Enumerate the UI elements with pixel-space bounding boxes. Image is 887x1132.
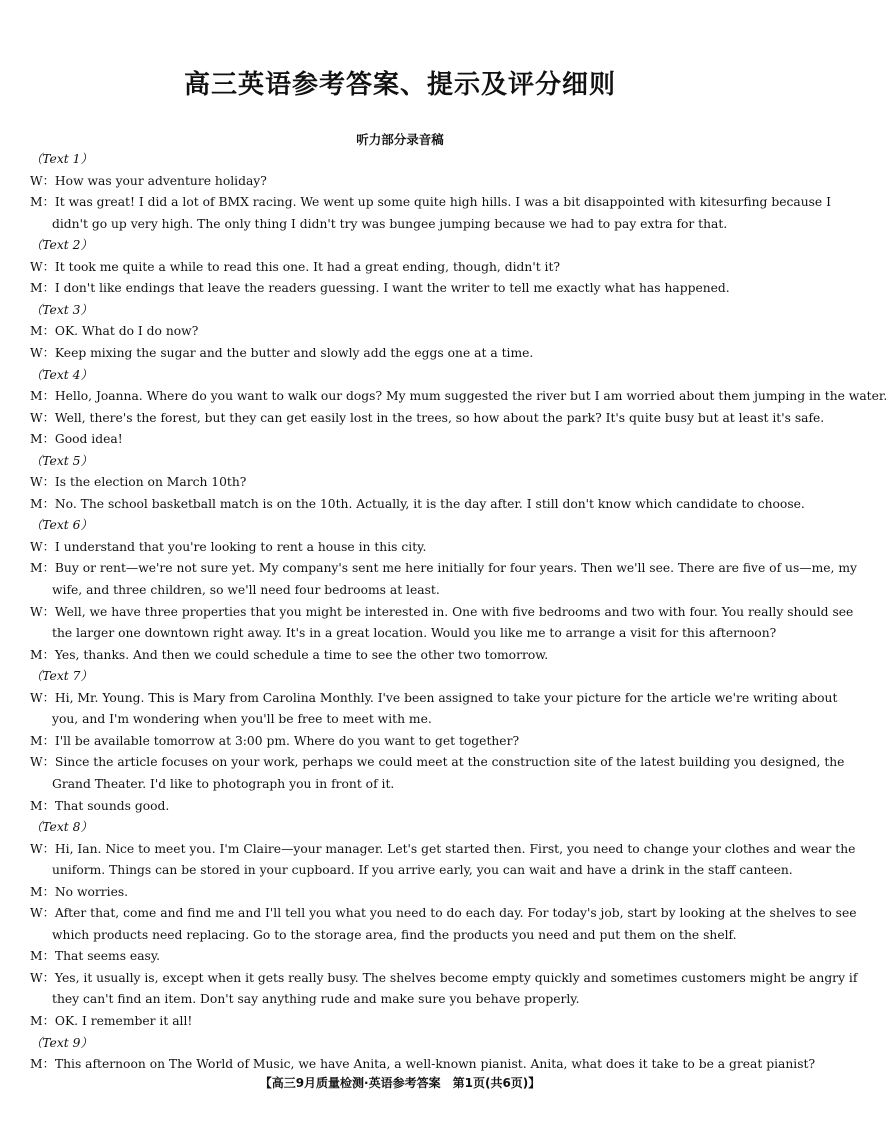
dialogue-continuation-line: didn't go up very high. The only thing I didn't try was bungee jumping because we had to pay extra for that. [52,216,728,231]
dialogue-line: W：Hi, Ian. Nice to meet you. I'm Claire—your manager. Let's get started then. First, you need to change your clothes and wear the [30,841,856,856]
dialogue-line: M：No. The school basketball match is on the 10th. Actually, it is the day after. I still don't know which candidate to choose. [30,496,805,511]
text-number-heading: （Text 6） [30,518,93,533]
text-number-heading: （Text 2） [30,238,93,253]
text-number-heading: （Text 7） [30,669,93,684]
dialogue-line: M：I don't like endings that leave the readers guessing. I want the writer to tell me exactly what has happened. [30,281,730,296]
dialogue-line: M：OK. I remember it all! [30,1014,193,1028]
dialogue-line: M：This afternoon on The World of Music, we have Anita, a well-known pianist. Anita, what does it take to be a great pianist? [30,1057,816,1072]
dialogue-line: M：I'll be available tomorrow at 3:00 pm. Where do you want to get together? [30,733,520,748]
section-heading: 听力部分录音稿 [356,132,444,147]
dialogue-line: W：Well, we have three properties that you might be interested in. One with five bedrooms and two with four. You really should see [30,604,854,619]
dialogue-line: W：Hi, Mr. Young. This is Mary from Carolina Monthly. I've been assigned to take your picture for the article we're writing about [30,690,838,705]
dialogue-line: M：OK. What do I do now? [30,324,199,339]
page-title: 高三英语参考答案、提示及评分细则 [183,70,616,100]
text-number-heading: （Text 1） [30,152,93,166]
dialogue-line: M：That seems easy. [30,949,161,964]
dialogue-line: W：Keep mixing the sugar and the butter and slowly add the eggs one at a time. [30,345,534,360]
dialogue-line: W：After that, come and find me and I'll tell you what you need to do each day. For today's job, start by looking at the shelves to see [30,906,857,921]
dialogue-line: W：How was your adventure holiday? [30,173,267,188]
dialogue-line: M：Good idea! [30,432,123,447]
text-number-heading: （Text 3） [30,302,93,317]
text-number-heading: （Text 8） [30,820,93,835]
dialogue-line: W：Since the article focuses on your work, perhaps we could meet at the construction site of the latest building you designed, the [30,755,845,770]
text-number-heading: （Text 4） [30,367,93,382]
dialogue-continuation-line: they can't find an item. Don't say anything rude and make sure you behave properly. [52,992,580,1007]
dialogue-line: W：I understand that you're looking to rent a house in this city. [30,539,427,554]
dialogue-line: M：Hello, Joanna. Where do you want to walk our dogs? My mum suggested the river but I am worried about them jumping in the water. [30,389,887,404]
dialogue-continuation-line: wife, and three children, so we'll need four bedrooms at least. [52,583,440,597]
dialogue-continuation-line: Grand Theater. I'd like to photograph you in front of it. [52,776,395,791]
text-number-heading: （Text 5） [30,453,93,468]
dialogue-line: M：Yes, thanks. And then we could schedule a time to see the other two tomorrow. [30,647,549,662]
dialogue-continuation-line: the larger one downtown right away. It's in a great location. Would you like me to arrange a visit for this afternoon? [52,626,777,641]
dialogue-line: M：No worries. [30,884,129,899]
page-footer: 【高三9月质量检测·英语参考答案 第1页(共6页)】 [259,1076,541,1090]
dialogue-line: W：Well, there's the forest, but they can get easily lost in the trees, so how about the park? It's quite busy but at least it's safe. [30,410,825,425]
dialogue-line: M：Buy or rent—we're not sure yet. My company's sent me here initially for four years. Then we'll see. There are five of us—me, my [30,561,857,576]
dialogue-continuation-line: uniform. Things can be stored in your cupboard. If you arrive early, you can wait and have a drink in the staff canteen. [52,863,793,878]
dialogue-line: M：It was great! I did a lot of BMX racing. We went up some quite high hills. I was a bit disappointed with kitesurfing because I [30,195,831,210]
dialogue-line: W：It took me quite a while to read this one. It had a great ending, though, didn't it? [30,259,561,274]
dialogue-line: W：Is the election on March 10th? [30,475,247,490]
dialogue-line: W：Yes, it usually is, except when it gets really busy. The shelves become empty quickly and sometimes customers might be angry if [30,970,858,985]
text-number-heading: （Text 9） [30,1035,93,1050]
dialogue-line: M：That sounds good. [30,798,170,813]
dialogue-continuation-line: you, and I'm wondering when you'll be free to meet with me. [52,712,432,727]
dialogue-continuation-line: which products need replacing. Go to the storage area, find the products you need and put them on the shelf. [52,927,737,942]
